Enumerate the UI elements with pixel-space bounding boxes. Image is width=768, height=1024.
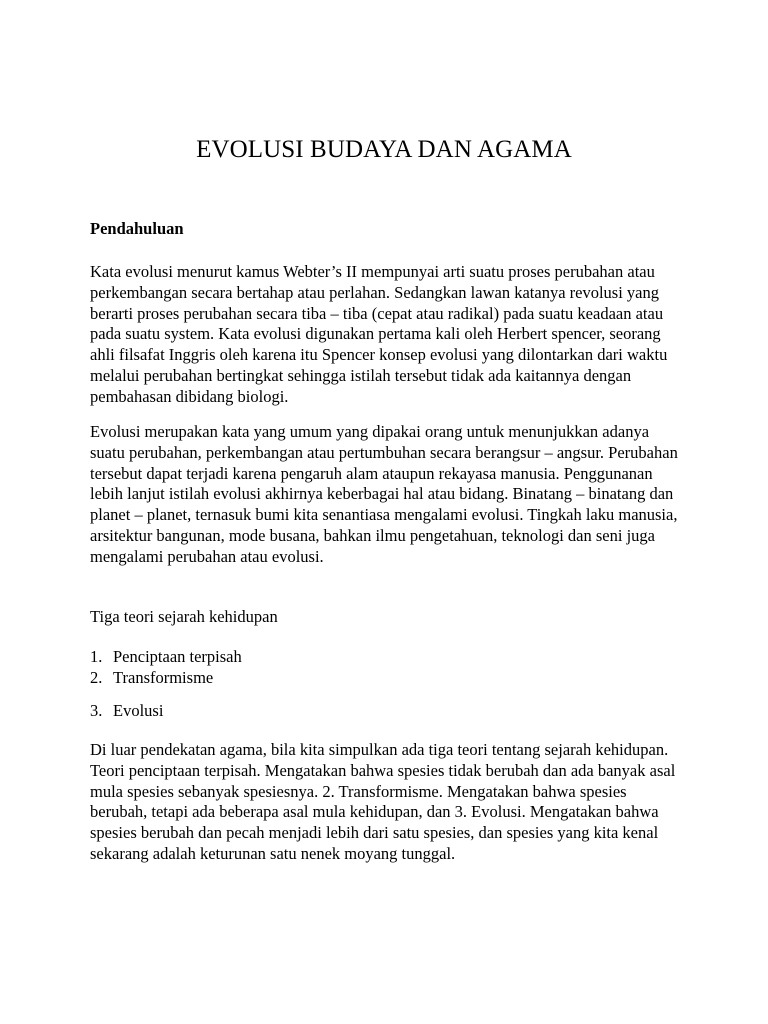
list-number: 1. xyxy=(90,647,103,666)
paragraph-3: Tiga teori sejarah kehidupan xyxy=(90,607,278,626)
theory-list xyxy=(90,647,686,689)
list-text: Transformisme xyxy=(113,667,214,687)
paragraph-1: Kata evolusi menurut kamus Webter’s II mempunyai arti suatu proses perubahan atau perkembangan secara bertahap atau perlahan. Sedangkan lawan katanya revolusi yang berarti proses perubahan secara tiba – tiba (cepat atau radikal) pada suatu keadaan atau pada suatu system. Kata evolusi digunakan pertama kali oleh Herbert spencer, seorang ahli filsafat Inggris oleh karena itu Spencer konsep evolusi yang dilontarkan dari waktu melalui perubahan bertingkat sehingga istilah tersebut tidak ada kaitannya dengan pembahasan dibidang biologi. xyxy=(90,262,668,406)
section-heading: Pendahuluan xyxy=(90,219,184,238)
list-item xyxy=(90,701,686,722)
list-number: 2. xyxy=(90,667,103,687)
list-item xyxy=(90,668,686,689)
list-item xyxy=(90,647,686,668)
list-text: Evolusi xyxy=(113,701,164,720)
theory-list-continued xyxy=(90,701,686,722)
paragraph-2: Evolusi merupakan kata yang umum yang dipakai orang untuk menunjukkan adanya suatu perubahan, perkembangan atau pertumbuhan secara berangsur – angsur. Perubahan tersebut dapat terjadi karena pengaruh alam ataupun rekayasa manusia. Penggunanan lebih lanjut istilah evolusi akhirnya keberbagai hal atau bidang. Binatang – binatang dan planet – planet, ternasuk bumi kita senantiasa mengalami evolusi. Tingkah laku manusia, arsitektur bangunan, mode busana, bahkan ilmu pengetahuan, teknologi dan seni juga mengalami perubahan atau evolusi. xyxy=(90,422,678,566)
document-title: EVOLUSI BUDAYA DAN AGAMA xyxy=(196,136,572,163)
list-number: 3. xyxy=(90,701,103,720)
list-text: Penciptaan terpisah xyxy=(113,647,242,666)
paragraph-4: Di luar pendekatan agama, bila kita simpulkan ada tiga teori tentang sejarah kehidupan. Teori penciptaan terpisah. Mengatakan bahwa spesies tidak berubah dan ada banyak asal mula spesies sebanyak spesiesnya. 2. Transformisme. Mengatakan bahwa spesies berubah, tetapi ada beberapa asal mula kehidupan, dan 3. Evolusi. Mengatakan bahwa spesies berubah dan pecah menjadi lebih dari satu spesies, dan spesies yang kita kenal sekarang adalah keturunan satu nenek moyang tunggal. xyxy=(90,740,676,863)
